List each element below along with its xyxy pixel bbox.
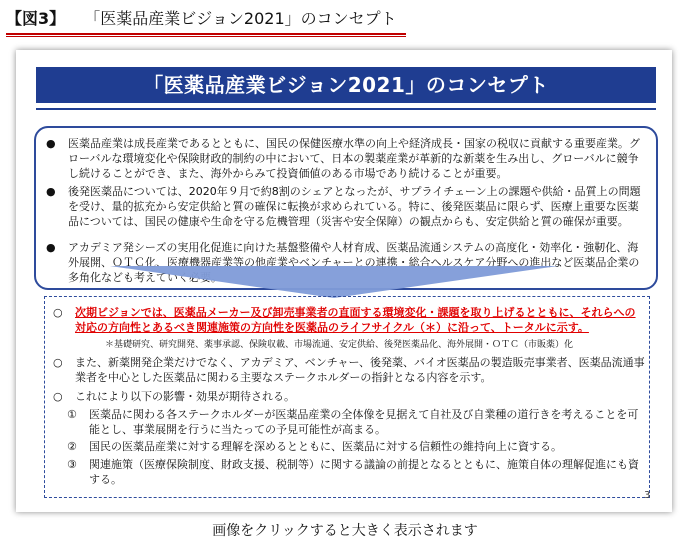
bullet-dot: ● bbox=[46, 137, 56, 150]
bullet-text: 後発医薬品については、2020年９月で約8割のシェアとなったが、サプライチェーン上の課題や供給・品質上の問題を受け、量的拡充から安定供給と質の確保に転換が求められている。特に、後発医薬品に限らず、医療上重要な医薬品については、国民の健康や生命を守る危機管理（災害や安全保障）の観点からも、安定供給と質の確保が重要。 bbox=[68, 185, 641, 228]
figure-title: 「医薬品産業ビジョン2021」のコンセプト bbox=[84, 9, 397, 28]
concept-marker: ○ bbox=[53, 306, 63, 319]
slide-image[interactable] bbox=[16, 50, 672, 512]
figure-header bbox=[6, 4, 682, 34]
effect-marker: ② bbox=[67, 440, 77, 453]
effect-text: 国民の医薬品産業に対する理解を深めるとともに、医薬品に対する信頼性の維持向上に資する。 bbox=[89, 440, 562, 453]
concept-marker: ○ bbox=[53, 356, 63, 369]
concept-text: これにより以下の影響・効果が期待される。 bbox=[75, 390, 295, 403]
concept-box bbox=[44, 296, 650, 498]
bullet-dot: ● bbox=[46, 185, 56, 198]
concept-marker: ○ bbox=[53, 390, 63, 403]
bullet-dot: ● bbox=[46, 241, 56, 254]
title-rule bbox=[36, 108, 656, 110]
figure-label: 【図3】 bbox=[6, 9, 66, 28]
concept-text: 次期ビジョンでは、医薬品メーカー及び卸売事業者の直面する環境変化・課題を取り上げるとともに、それらへの対応の方向性とあるべき関連施策の方向性を医薬品のライフサイクル（＊）に沿って、トータルに示す。 bbox=[75, 306, 636, 334]
effect-marker: ① bbox=[67, 408, 77, 421]
header-rule-thin bbox=[6, 36, 406, 37]
effect-text: 医薬品に関わる各ステークホルダーが医薬品産業の全体像を見据えて自社及び自業種の道行きを考えることを可能とし、事業展開を行うに当たっての予見可能性が高まる。 bbox=[89, 408, 639, 436]
lifecycle-note: ＊基礎研究、研究開発、薬事承認、保険収載、市場流通、安定供給、後発医薬品化、海外展開・ＯＴＣ（市販薬）化 bbox=[105, 340, 574, 350]
bullet-text: アカデミア発シーズの実用化促進に向けた基盤整備や人材育成、医薬品流通システムの高度化・効率化・強靭化、海外展開、ＯＴＣ化、医療機器産業等の他産業やベンチャーとの連携・総合ヘルスケア分野への進出など医薬品企業の多角化なども考えていく必要。 bbox=[68, 241, 640, 284]
concept-text: また、新薬開発企業だけでなく、アカデミア、ベンチャー、後発薬、バイオ医薬品の製造販売事業者、医薬品流通事業者を中心とした医薬品に関わる主要なステークホルダーの指針となる内容を示す。 bbox=[75, 356, 645, 384]
bullet-text: 医薬品産業は成長産業であるとともに、国民の保健医療水準の向上や経済成長・国家の税収に貢献する重要産業。グローバルな環境変化や保険財政的制約の中において、日本の製薬産業が革新的な新薬を生み出し、グローバルに競争し続けることができ、また、海外からみて投資価値のある市場であり続けることが重要。 bbox=[68, 137, 640, 180]
effect-text: 関連施策（医療保険制度、財政支援、税制等）に関する議論の前提となるとともに、施策自体の理解促進にも資する。 bbox=[89, 458, 639, 486]
enlarge-caption[interactable]: 画像をクリックすると大きく表示されます bbox=[212, 523, 478, 539]
header-rule bbox=[6, 33, 406, 35]
slide-title: 「医薬品産業ビジョン2021」のコンセプト bbox=[36, 67, 656, 103]
down-arrow-icon bbox=[110, 266, 558, 298]
page-number: 3 bbox=[644, 490, 651, 501]
effect-marker: ③ bbox=[67, 458, 77, 471]
